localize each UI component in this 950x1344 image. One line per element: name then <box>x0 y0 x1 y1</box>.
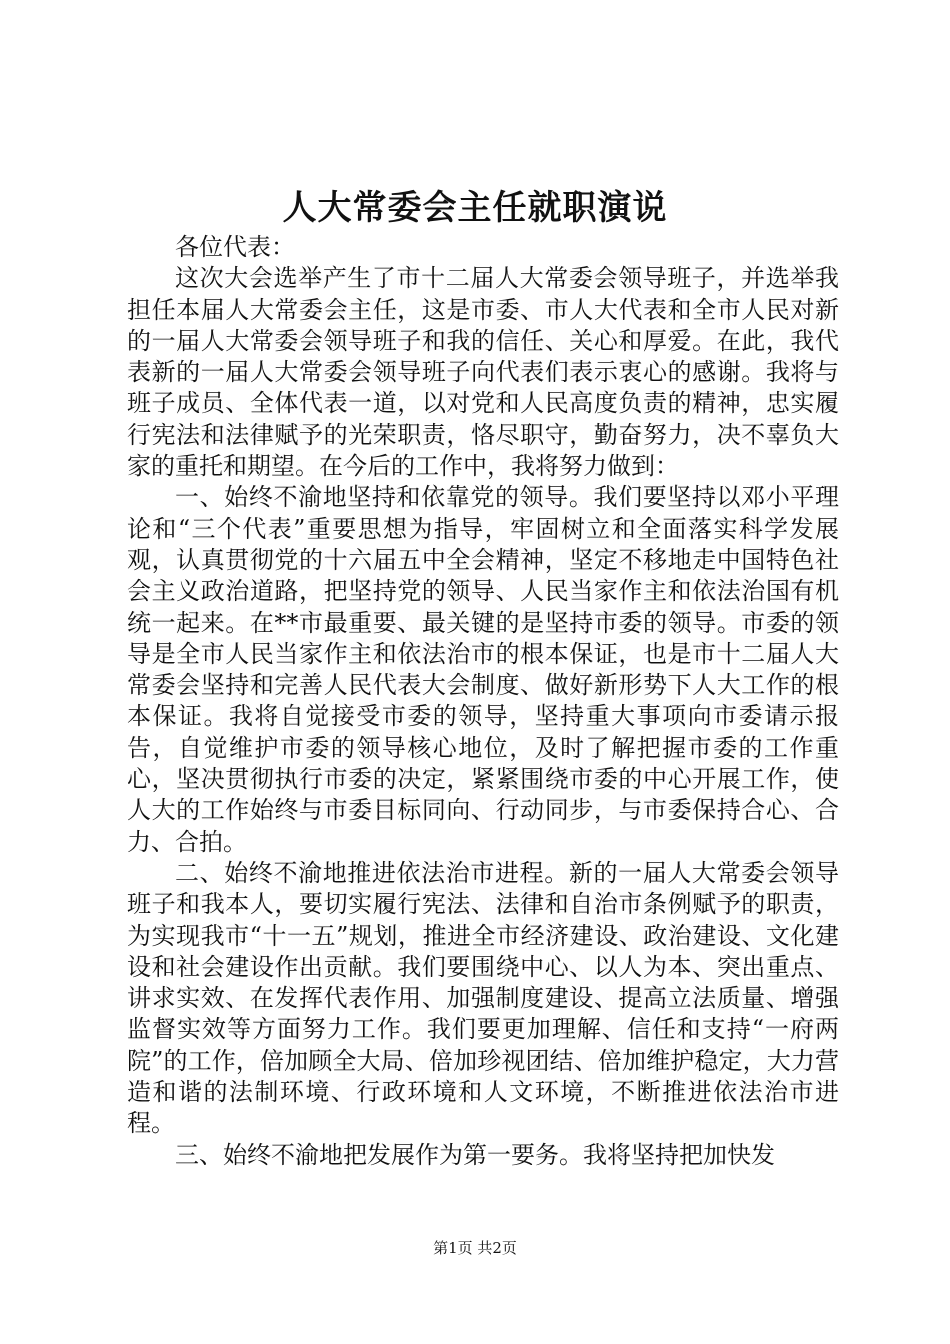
paragraph-salutation: 各位代表： <box>175 233 295 261</box>
document-title: 人大常委会主任就职演说 <box>282 188 668 228</box>
paragraph-point-1: 一、始终不渝地坚持和依靠党的领导。我们要坚持以邓小平理论和“三个代表”重要思想为指导，牢固树立和全面落实科学发展观，认真贯彻党的十六届五中全会精神，坚定不移地走中国特色社会主义政治道路，把坚持党的领导、人民当家作主和依法治国有机统一起来。在**市最重要、最关键的是坚持市委的领导。市委的领导是全市人民当家作主和依法治市的根本保证，也是市十二届人大常委会坚持和完善人民代表大会制度、做好新形势下人大工作的根本保证。我将自觉接受市委的领导，坚持重大事项向市委请示报告，自觉维护市委的领导核心地位，及时了解把握市委的工作重心，坚决贯彻执行市委的决定，紧紧围绕市委的中心开展工作，使人大的工作始终与市委目标同向、行动同步，与市委保持合心、合力、合拍。 <box>127 483 839 856</box>
paragraph-intro: 这次大会选举产生了市十二届人大常委会领导班子，并选举我担任本届人大常委会主任，这是市委、市人大代表和全市人民对新的一届人大常委会领导班子和我的信任、关心和厚爱。在此，我代表新的一届人大常委会领导班子向代表们表示衷心的感谢。我将与班子成员、全体代表一道，以对党和人民高度负责的精神，忠实履行宪法和法律赋予的光荣职责，恪尽职守，勤奋努力，决不辜负大家的重托和期望。在今后的工作中，我将努力做到： <box>127 264 839 481</box>
document-body <box>127 232 839 1171</box>
page-number-footer: 第1页 共2页 <box>433 1239 517 1257</box>
paragraph-point-2: 二、始终不渝地推进依法治市进程。新的一届人大常委会领导班子和我本人，要切实履行宪法、法律和自治市条例赋予的职责，为实现我市“十一五”规划，推进全市经济建设、政治建设、文化建设和社会建设作出贡献。我们要围绕中心、以人为本、突出重点、讲求实效、在发挥代表作用、加强制度建设、提高立法质量、增强监督实效等方面努力工作。我们要更加理解、信任和支持“一府两院”的工作，倍加顾全大局、倍加珍视团结、倍加维护稳定，大力营造和谐的法制环境、行政环境和人文环境，不断推进依法治市进程。 <box>127 858 839 1138</box>
paragraph-point-3: 三、始终不渝地把发展作为第一要务。我将坚持把加快发 <box>175 1140 775 1169</box>
